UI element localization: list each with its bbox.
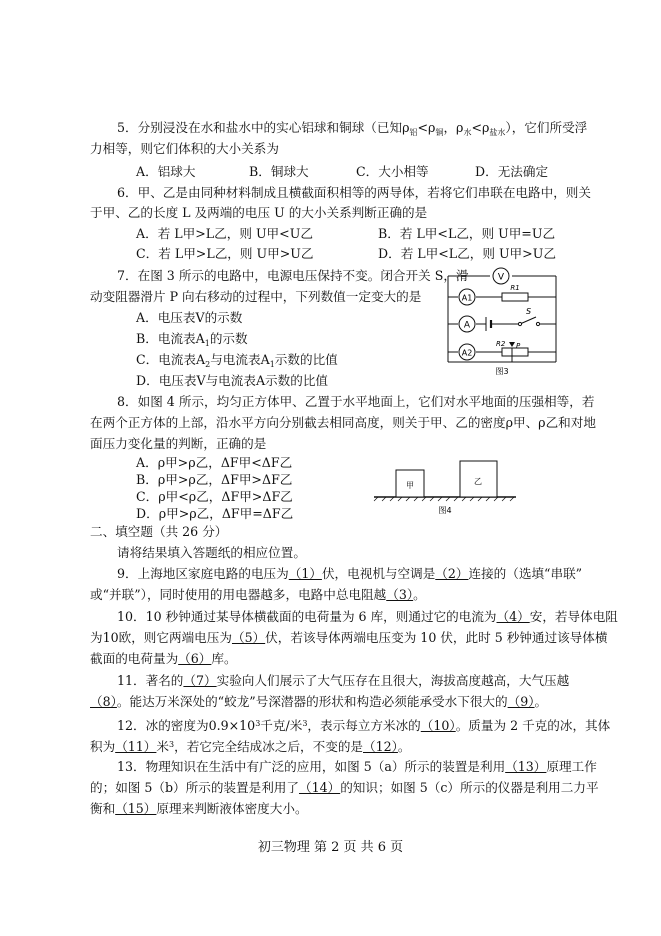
q9-line1: 9．上海地区家庭电路的电压为（1）伏，电视机与空调是（2）连接的（选填“串联” — [117, 566, 583, 581]
blank-1[interactable]: （1） — [288, 566, 322, 581]
q6-option-d: D．若 L甲<L乙，则 U甲>U乙 — [378, 246, 556, 261]
q9-line2: 或“并联”），同时使用的用电器越多，电路中总电阻越（3）。 — [90, 587, 426, 602]
q8-option-c: C．ρ甲<ρ乙，ΔF甲>ΔF乙 — [136, 489, 293, 504]
q13-line1: 13．物理知识在生活中有广泛的应用，如图 5（a）所示的装置是利用（13）原理工作 — [117, 759, 597, 774]
label-r1: R1 — [510, 284, 520, 292]
q5-option-b: B．铜球大 — [249, 164, 309, 179]
page-footer: 初三物理 第 2 页 共 6 页 — [257, 840, 404, 855]
q6-line2: 于甲、乙的长度 L 及两端的电压 U 的大小关系判断正确的是 — [90, 205, 428, 220]
q6-option-b: B．若 L甲<L乙，则 U甲=U乙 — [378, 226, 556, 241]
svg-text:A2: A2 — [461, 348, 473, 358]
blank-10[interactable]: （10） — [420, 718, 456, 733]
q13-line3: 衡和（15）原理来判断液体密度大小。 — [90, 801, 308, 816]
figure-4-caption: 图4 — [438, 506, 452, 515]
label-p: P — [516, 342, 521, 350]
q8-option-d: D．ρ甲>ρ乙，ΔF甲=ΔF乙 — [136, 506, 294, 521]
ammeter-a2 — [459, 344, 475, 360]
svg-text:A: A — [463, 320, 471, 331]
q5-option-c: C．大小相等 — [356, 164, 429, 179]
blank-5[interactable]: （5） — [231, 630, 266, 645]
q6-option-a: A．若 L甲>L乙，则 U甲<U乙 — [136, 226, 313, 241]
ammeter-a — [459, 316, 475, 332]
q7-option-a: A．电压表V的示数 — [136, 310, 243, 325]
q11-line2: （8）。能达万米深处的“蛟龙”号深潜器的形状和构造必须能承受水下很大的（9）。 — [90, 694, 548, 709]
q10-line1: 10．10 秒钟通过某导体横截面的电荷量为 6 库，则通过它的电流为（4）安，若导体电阻 — [117, 609, 618, 624]
blank-7[interactable]: （7） — [183, 673, 217, 688]
label-r2: R2 — [496, 340, 506, 348]
q10-line2: 为10欧，则它两端电压为（5）伏，若该导体两端电压变为 10 伏，此时 5 秒钟通过该导体横 — [90, 630, 608, 645]
block-yi-label: 乙 — [474, 477, 482, 486]
q5-line2: 力相等，则它们体积的大小关系为 — [90, 141, 279, 156]
blank-8[interactable]: （8） — [90, 694, 117, 709]
q7-line1: 7．在图 3 所示的电路中，电源电压保持不变。闭合开关 S，滑 — [117, 268, 469, 283]
section-2-title: 二、填空题（共 26 分） — [90, 524, 228, 539]
figure-3-caption: 图3 — [495, 367, 509, 376]
figure-3-circuit — [438, 262, 566, 378]
q12-line2: 积为（11）米$^3$，若它完全结成冰之后，不变的是（12）。 — [90, 739, 411, 754]
q7-option-d: D．电压表V与电流表A示数的比值 — [136, 373, 329, 388]
q7-option-b: B．电流表$A_1$的示数 — [136, 331, 248, 348]
q11-line1: 11．著名的（7）实验向人们展示了大气压存在且很大，海拔高度越高，大气压越 — [117, 673, 570, 688]
svg-text:A1: A1 — [461, 293, 473, 303]
section-2-instruction: 请将结果填入答题纸的相应位置。 — [117, 545, 306, 560]
q6-option-c: C．若 L甲>L乙，则 U甲>U乙 — [136, 246, 314, 261]
q8-option-a: A．ρ甲>ρ乙，ΔF甲<ΔF乙 — [136, 455, 293, 470]
q5-option-d: D．无法确定 — [475, 164, 549, 179]
blank-6[interactable]: （6） — [178, 651, 212, 666]
q8-line2: 在两个正方体的上部，沿水平方向分别截去相同高度，则关于甲、乙的密度ρ甲、ρ乙和对地 — [90, 415, 596, 430]
q8-line3: 面压力变化量的判断，正确的是 — [90, 436, 267, 451]
voltmeter-v — [493, 268, 509, 284]
blank-13[interactable]: （13） — [505, 759, 547, 774]
q6-line1: 6．甲、乙是由同种材料制成且横截面积相等的两导体，若将它们串联在电路中，则关 — [117, 185, 591, 200]
blank-2[interactable]: （2） — [435, 566, 469, 581]
blank-3[interactable]: （3） — [386, 587, 414, 602]
figure-4 — [372, 456, 518, 518]
svg-text:V: V — [497, 272, 505, 283]
blank-9[interactable]: （9） — [507, 694, 535, 709]
blank-12[interactable]: （12） — [363, 739, 398, 754]
q10-line3: 截面的电荷量为（6）库。 — [90, 651, 237, 666]
blank-14[interactable]: （14） — [298, 780, 341, 795]
q5-line1: 5．分别浸没在水和盐水中的实心铝球和铜球（已知$\rho_铝<\rho_铜$，$\rho_水<\rho_{盐水}$），它们所受浮 — [117, 120, 588, 137]
q8-line1: 8．如图 4 所示，均匀正方体甲、乙置于水平地面上，它们对水平地面的压强相等，若 — [117, 394, 595, 409]
blank-15[interactable]: （15） — [115, 801, 157, 816]
q7-option-c: C．电流表$A_2$与电流表$A_1$示数的比值 — [136, 352, 338, 369]
q7-line2: 动变阻器滑片 P 向右移动的过程中，下列数值一定变大的是 — [90, 289, 422, 304]
blank-11[interactable]: （11） — [115, 739, 157, 754]
q13-line2: 的；如图 5（b）所示的装置是利用了（14）的知识；如图 5（c）所示的仪器是利用二力平 — [90, 780, 599, 795]
q5-option-a: A．铝球大 — [136, 164, 196, 179]
block-jia-label: 甲 — [406, 481, 414, 490]
blank-4[interactable]: （4） — [496, 609, 530, 624]
label-s: S — [526, 307, 532, 316]
ammeter-a1 — [459, 289, 475, 305]
q8-option-b: B．ρ甲>ρ乙，ΔF甲>ΔF乙 — [136, 472, 293, 487]
q12-line1: 12．冰的密度为$0.9\times 10^3$千克/米$^3$，表示每立方米冰的（10）。质量为 2 千克的冰，其体 — [117, 718, 611, 733]
